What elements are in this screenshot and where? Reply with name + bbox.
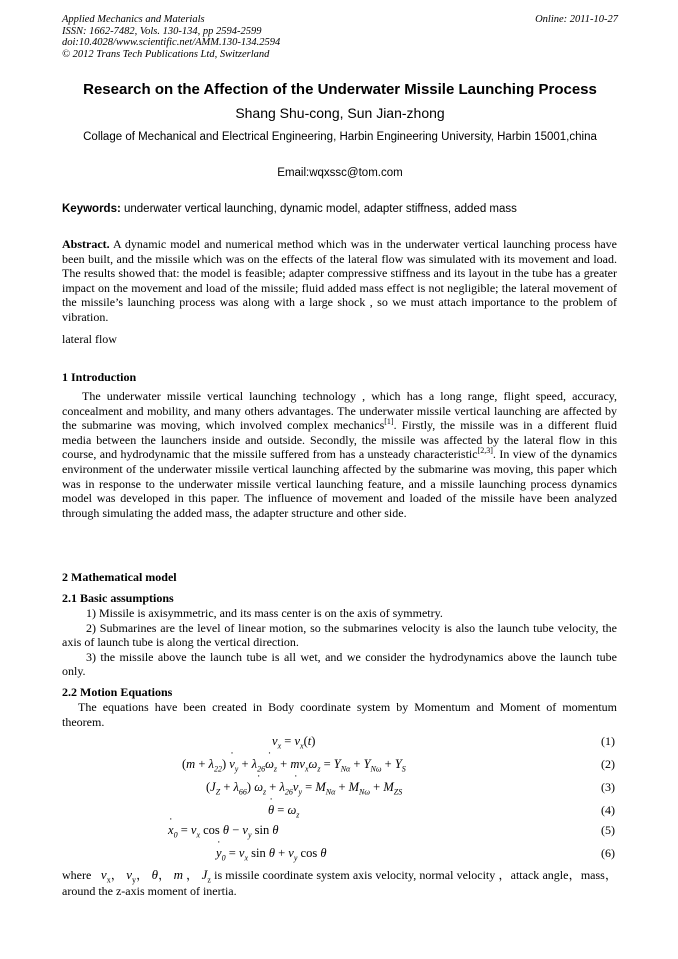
abstract-paragraph (62, 237, 617, 325)
equation-number: (1) (601, 734, 615, 748)
equation-4: ˙ $\theta = \omega_z$ (268, 802, 299, 818)
online-date: Online: 2011-10-27 (535, 14, 618, 25)
paper-authors: Shang Shu-cong, Sun Jian-zhong (235, 105, 445, 121)
assumption-item: 3) the missile above the launch tube is all wet, and we consider the hydrodynamics above the launch tube only. (62, 649, 617, 679)
keywords-line (62, 202, 618, 217)
abstract-tail: lateral flow (62, 332, 117, 346)
equation-number: (5) (601, 823, 615, 837)
author-email: Email:wqxssc@tom.com (277, 167, 403, 179)
journal-header (62, 14, 618, 60)
assumption-item: 1) Missile is axisymmetric, and its mass center is on the axis of symmetry. (86, 606, 443, 620)
section-heading-mathematical-model: 2 Mathematical model (62, 570, 177, 584)
motion-equations-intro: The equations have been created in Body coordinate system by Momentum and Moment of momentum theorem. (62, 700, 617, 729)
equation-6: ˙ $y_0 = v_x$ $\sin \theta + v_y$ cos θ (216, 845, 326, 861)
equation-number: (2) (601, 757, 615, 771)
where-description: is missile coordinate system axis velocity, normal velocity ，attack angle，mass，around the z-axis moment of inertia. (62, 868, 618, 898)
equation-number: (6) (601, 846, 615, 860)
copyright-line: © 2012 Trans Tech Publications Ltd, Switzerland (62, 48, 270, 60)
paper-title: Research on the Affection of the Underwater Missile Launching Process (83, 81, 597, 98)
intro-text-1: The underwater missile vertical launching technology , which has a long range, flight speed, accuracy, concealment and mobility, and many others advantages. The underwater missile vertical launching are affected by the submarine was moving, which involved complex mechanics (62, 389, 617, 433)
issn-line: ISSN: 1662-7482, Vols. 130-134, pp 2594-2599 (62, 25, 262, 37)
variables-definition: where $v_x$， $v_y$， θ， m ， $J_z$ is missile coordinate system axis velocity, normal velocity ，attack angle，mass，around the z-axis moment of inertia. (62, 867, 618, 898)
introduction-paragraph (62, 389, 617, 520)
equation-5: ˙ $x_0 = v_x$ $\cos \theta - v_y$ sin θ (168, 822, 278, 838)
intro-text-3: . In view of the dynamics environment of the underwater missile vertical launching affected by the submarine was moving, this paper which was in response to the underwater missile vertical launching feature, and a missile launching process dynamics model was developed in this paper. The influence of movement and loaded of the missile have been analyzed through simulating the added mass, the adapter structure and other side. (62, 447, 617, 520)
journal-name: Applied Mechanics and Materials (62, 14, 205, 25)
assumption-item: 2) Submarines are the level of linear motion, so the submarines velocity is also the launch tube velocity, the axis of launch tube is along the vertical direction. (62, 620, 617, 650)
where-label: where (62, 868, 92, 882)
abstract-label: Abstract. (62, 237, 110, 251)
citation-ref-2: [2,3] (477, 446, 493, 456)
subsection-heading-motion-equations: 2.2 Motion Equations (62, 685, 173, 699)
intro-text-2: . Firstly, the missile was in a different fluid media between the launchers inside and outside. Secondly, the missile was affected by the lateral flow in this course, and hydrodynamic that the missile suffered from has a unsteady characteristic (62, 418, 617, 462)
assumptions-list (62, 606, 617, 679)
equation-3: $(J_Z + \lambda_{66})$ ˙ $\omega_z$ + $\lambda_{26}˙$ $v_y = M_{N\alpha} + M_{N\omega} + M_{ZS}$ (206, 779, 402, 795)
subsection-heading-assumptions: 2.1 Basic assumptions (62, 591, 174, 605)
doi-line: doi:10.4028/www.scientific.net/AMM.130-134.2594 (62, 37, 281, 48)
equation-1: $v_x = v_x(t)$ (272, 734, 316, 751)
citation-ref-1: [1] (384, 417, 394, 427)
equation-number: (3) (601, 780, 615, 794)
affiliation: Collage of Mechanical and Electrical Engineering, Harbin Engineering University, Harbin 15001,china (83, 131, 597, 143)
section-heading-introduction: 1 Introduction (62, 370, 137, 384)
equation-2: $(m + \lambda_{22})$ ˙ $v_y$ + $\lambda_{26}˙$ $\omega_z + mv_x\omega_z = Y_{N\alpha} + Y_{N\omega} + Y_S$ (182, 756, 406, 772)
keywords-text: underwater vertical launching, dynamic model, adapter stiffness, added mass (120, 203, 517, 215)
equation-number: (4) (601, 803, 615, 817)
keywords-label: Keywords: (62, 203, 121, 215)
abstract-text: A dynamic model and numerical method which was in the underwater vertical launching process have been built, and the missile which was on the effects of the lateral flow was simulated with its movement and load. The results showed that: the model is feasible; adapter compressive stiffness and its layout in the tube has a greater impact on the movement and load of the missile; fluid added mass effect is not negligible; the lateral movement of the missile’s launching process was along with a large shock , so we must attach importance to the problem of vibration. (62, 237, 617, 324)
